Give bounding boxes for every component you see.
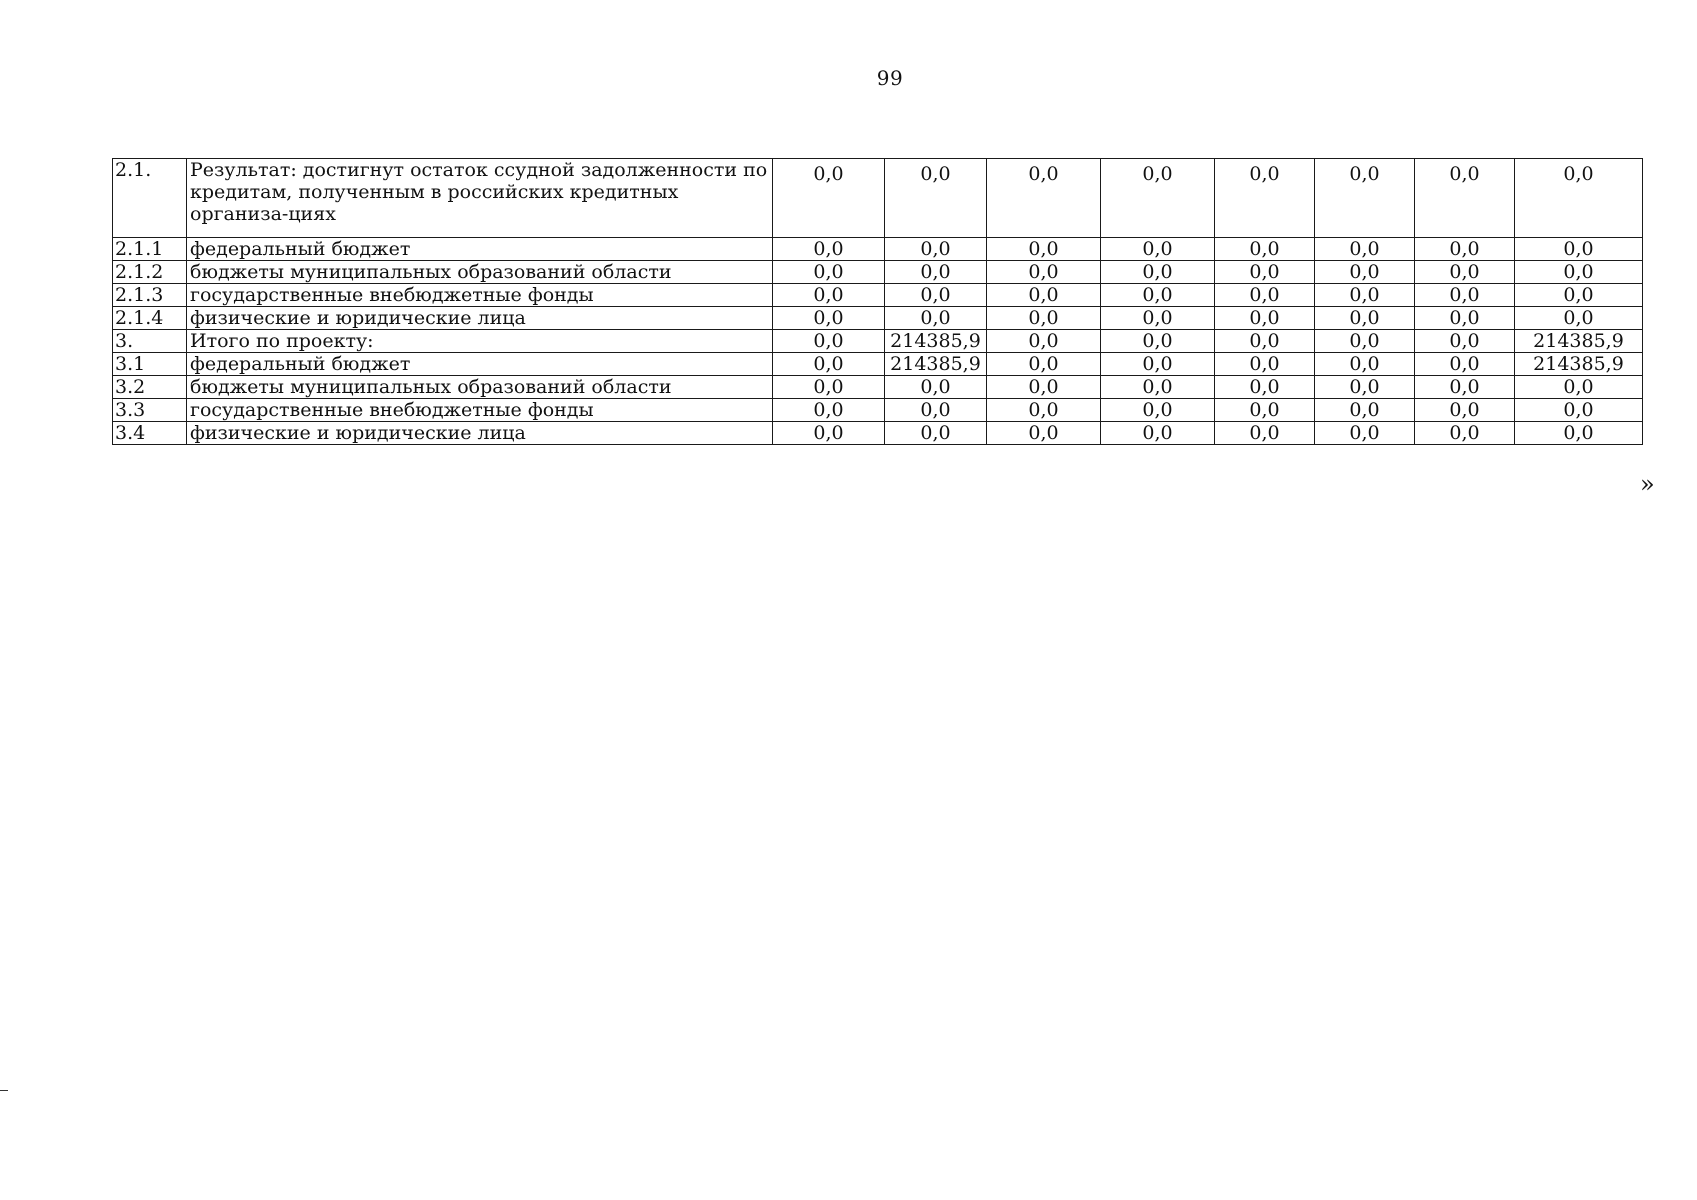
row-code: 3.2 [113, 376, 187, 399]
table-row [113, 238, 1643, 261]
value-cell: 0,0 [1315, 261, 1415, 284]
value-cell: 0,0 [987, 238, 1101, 261]
value-cell: 0,0 [1101, 422, 1215, 445]
value-cell: 0,0 [1415, 399, 1515, 422]
value-cell: 0,0 [1101, 159, 1215, 238]
value-cell: 0,0 [987, 261, 1101, 284]
value-cell: 0,0 [1215, 261, 1315, 284]
value-cell: 0,0 [1101, 307, 1215, 330]
value-cell: 0,0 [773, 353, 885, 376]
row-label: государственные внебюджетные фонды [187, 399, 773, 422]
value-cell: 0,0 [1515, 307, 1643, 330]
table-row [113, 353, 1643, 376]
value-cell: 0,0 [1515, 159, 1643, 238]
value-cell: 0,0 [773, 422, 885, 445]
scan-edge-mark [0, 1090, 8, 1091]
value-cell: 0,0 [1101, 261, 1215, 284]
value-cell: 214385,9 [1515, 353, 1643, 376]
value-cell: 0,0 [1101, 284, 1215, 307]
value-cell: 0,0 [987, 307, 1101, 330]
closing-quote-mark: » [1640, 470, 1655, 498]
value-cell: 0,0 [1515, 238, 1643, 261]
value-cell: 0,0 [1101, 238, 1215, 261]
value-cell: 0,0 [1215, 330, 1315, 353]
table-row [113, 330, 1643, 353]
value-cell: 0,0 [1215, 284, 1315, 307]
table-row [113, 284, 1643, 307]
value-cell: 0,0 [1415, 422, 1515, 445]
value-cell: 0,0 [885, 238, 987, 261]
value-cell: 0,0 [1215, 238, 1315, 261]
value-cell: 0,0 [885, 159, 987, 238]
row-code: 2.1.2 [113, 261, 187, 284]
value-cell: 0,0 [1415, 353, 1515, 376]
value-cell: 0,0 [987, 422, 1101, 445]
row-label: Результат: достигнут остаток ссудной задолженности по кредитам, полученным в российских кредитных организа-циях [187, 159, 773, 238]
value-cell: 0,0 [1315, 284, 1415, 307]
value-cell: 0,0 [1515, 399, 1643, 422]
value-cell: 0,0 [1315, 353, 1415, 376]
value-cell: 0,0 [987, 399, 1101, 422]
value-cell: 0,0 [1215, 422, 1315, 445]
row-label: Итого по проекту: [187, 330, 773, 353]
table-row [113, 159, 1643, 238]
value-cell: 0,0 [1315, 399, 1415, 422]
value-cell: 0,0 [987, 376, 1101, 399]
value-cell: 0,0 [1415, 159, 1515, 238]
row-label: государственные внебюджетные фонды [187, 284, 773, 307]
table-row [113, 376, 1643, 399]
value-cell: 0,0 [773, 330, 885, 353]
value-cell: 0,0 [885, 261, 987, 284]
row-code: 2.1.3 [113, 284, 187, 307]
row-label: бюджеты муниципальных образований области [187, 376, 773, 399]
value-cell: 0,0 [987, 159, 1101, 238]
value-cell: 0,0 [1415, 238, 1515, 261]
value-cell: 0,0 [1515, 422, 1643, 445]
table-row [113, 261, 1643, 284]
value-cell: 0,0 [1101, 330, 1215, 353]
value-cell: 0,0 [1415, 330, 1515, 353]
row-code: 3.3 [113, 399, 187, 422]
value-cell: 0,0 [1215, 399, 1315, 422]
value-cell: 0,0 [1415, 284, 1515, 307]
value-cell: 0,0 [1315, 330, 1415, 353]
budget-table [112, 158, 1643, 445]
value-cell: 0,0 [773, 261, 885, 284]
row-code: 3.4 [113, 422, 187, 445]
value-cell: 0,0 [1315, 307, 1415, 330]
value-cell: 0,0 [885, 284, 987, 307]
value-cell: 0,0 [773, 376, 885, 399]
value-cell: 0,0 [1101, 376, 1215, 399]
value-cell: 0,0 [1415, 307, 1515, 330]
value-cell: 0,0 [1415, 376, 1515, 399]
value-cell: 0,0 [885, 399, 987, 422]
value-cell: 0,0 [1315, 159, 1415, 238]
value-cell: 0,0 [773, 159, 885, 238]
value-cell: 0,0 [1515, 376, 1643, 399]
value-cell: 0,0 [1215, 353, 1315, 376]
value-cell: 0,0 [1515, 284, 1643, 307]
row-label: физические и юридические лица [187, 307, 773, 330]
row-code: 2.1.4 [113, 307, 187, 330]
value-cell: 0,0 [1101, 353, 1215, 376]
value-cell: 0,0 [1315, 238, 1415, 261]
value-cell: 0,0 [987, 284, 1101, 307]
value-cell: 0,0 [773, 284, 885, 307]
value-cell: 0,0 [1215, 307, 1315, 330]
value-cell: 214385,9 [1515, 330, 1643, 353]
value-cell: 0,0 [1215, 376, 1315, 399]
value-cell: 0,0 [773, 399, 885, 422]
value-cell: 0,0 [885, 376, 987, 399]
value-cell: 0,0 [1315, 376, 1415, 399]
row-code: 2.1. [113, 159, 187, 238]
row-label: физические и юридические лица [187, 422, 773, 445]
value-cell: 0,0 [1515, 261, 1643, 284]
value-cell: 0,0 [1215, 159, 1315, 238]
value-cell: 0,0 [987, 330, 1101, 353]
value-cell: 0,0 [773, 238, 885, 261]
row-label: федеральный бюджет [187, 353, 773, 376]
page-number: 99 [876, 66, 904, 90]
table-row [113, 307, 1643, 330]
value-cell: 214385,9 [885, 330, 987, 353]
table-row [113, 422, 1643, 445]
value-cell: 0,0 [1415, 261, 1515, 284]
row-code: 2.1.1 [113, 238, 187, 261]
value-cell: 214385,9 [885, 353, 987, 376]
value-cell: 0,0 [885, 307, 987, 330]
table-row [113, 399, 1643, 422]
value-cell: 0,0 [885, 422, 987, 445]
value-cell: 0,0 [987, 353, 1101, 376]
row-label: федеральный бюджет [187, 238, 773, 261]
value-cell: 0,0 [1315, 422, 1415, 445]
value-cell: 0,0 [1101, 399, 1215, 422]
row-label: бюджеты муниципальных образований области [187, 261, 773, 284]
row-code: 3.1 [113, 353, 187, 376]
value-cell: 0,0 [773, 307, 885, 330]
row-code: 3. [113, 330, 187, 353]
